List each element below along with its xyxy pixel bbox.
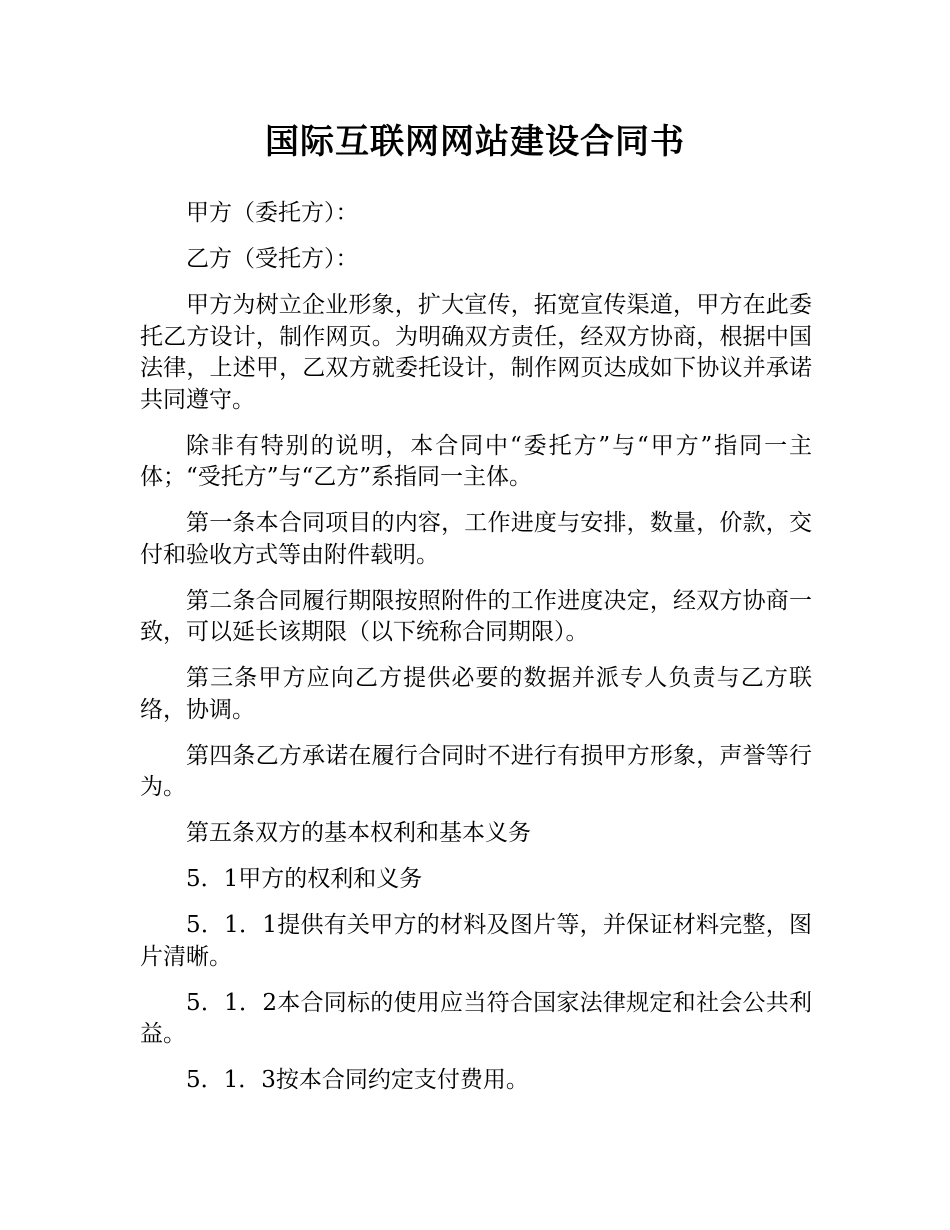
document-title: 国际互联网网站建设合同书 [265,122,685,162]
article-1-paragraph: 第一条本合同项目的内容，工作进度与安排，数量，价款，交付和验收方式等由附件载明。 [140,510,812,568]
preamble-paragraph: 甲方为树立企业形象，扩大宣传，拓宽宣传渠道，甲方在此委托乙方设计，制作网页。为明确双方责任，经双方协商，根据中国法律，上述甲，乙双方就委托设计，制作网页达成如下协议并承诺共同遵守。 [140,292,812,413]
party-a-line: 甲方（委托方）： [186,200,359,226]
clause-5-1-heading: 5．1甲方的权利和义务 [186,866,423,892]
article-4-paragraph: 第四条乙方承诺在履行合同时不进行有损甲方形象，声誉等行为。 [140,742,812,800]
article-5-heading: 第五条双方的基本权利和基本义务 [186,820,531,846]
article-2-paragraph: 第二条合同履行期限按照附件的工作进度决定，经双方协商一致，可以延长该期限（以下统称合同期限）。 [140,587,812,645]
clause-5-1-3-paragraph: 5．1．3按本合同约定支付费用。 [186,1067,529,1093]
party-b-line: 乙方（受托方）： [186,246,359,272]
clause-5-1-1-paragraph: 5．1．1提供有关甲方的材料及图片等，并保证材料完整，图片清晰。 [140,912,812,970]
article-3-paragraph: 第三条甲方应向乙方提供必要的数据并派专人负责与乙方联络，协调。 [140,665,812,723]
definitions-paragraph: 除非有特别的说明，本合同中“委托方”与“甲方”指同一主体；“受托方”与“乙方”系指同一主体。 [140,432,812,490]
clause-5-1-2-paragraph: 5．1．2本合同标的使用应当符合国家法律规定和社会公共利益。 [140,989,812,1047]
document-body [140,198,812,1111]
